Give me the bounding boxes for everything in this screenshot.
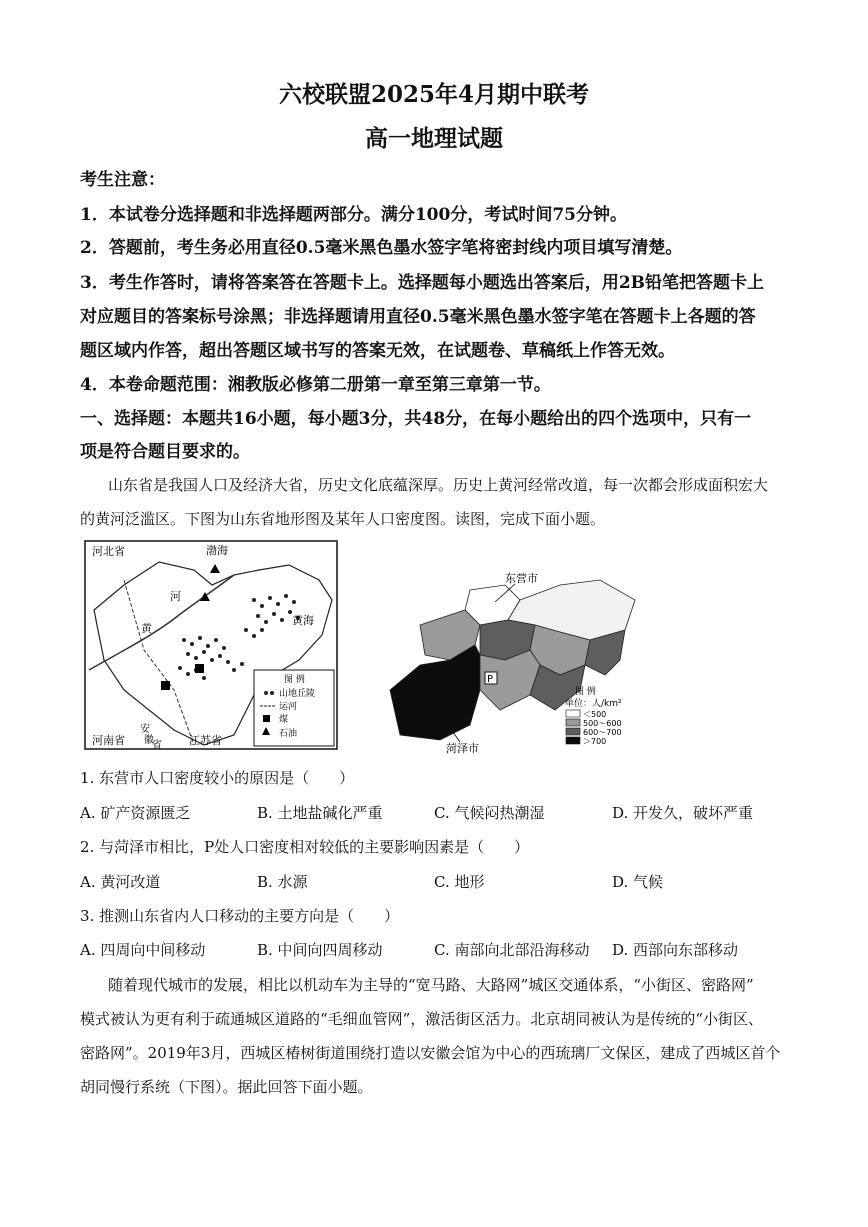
label-dongying: 东营市 xyxy=(505,572,538,585)
q1-option-d: D. 开发久，破坏严重 xyxy=(612,804,754,822)
q1-option-c: C. 气候闷热潮湿 xyxy=(434,804,545,822)
q3-option-c: C. 南部向北部沿海移动 xyxy=(434,941,590,959)
notice-item-3-cont2: 题区域内作答，超出答题区域书写的答案无效，在试题卷、草稿纸上作答无效。 xyxy=(80,341,675,361)
section-heading-line1: 一、选择题：本题共16小题，每小题3分，共48分，在每小题给出的四个选项中，只有一 xyxy=(80,409,752,429)
question-1-stem: 1. 东营市人口密度较小的原因是（ ） xyxy=(80,769,355,787)
population-density-map xyxy=(380,560,650,755)
exam-title: 六校联盟2025年4月期中联考 xyxy=(278,81,590,108)
terrain-legend-title: 图 例 xyxy=(284,675,305,685)
label-huanghai: 黄海 xyxy=(292,614,314,627)
passage2-line4: 胡同慢行系统（下图）。据此回答下面小题。 xyxy=(80,1078,373,1096)
legend-canal: 运河 xyxy=(279,702,298,712)
question-3-stem: 3. 推测山东省内人口移动的主要方向是（ ） xyxy=(80,907,400,925)
density-legend-title: 图 例 xyxy=(575,687,596,697)
legend-hills: 山地丘陵 xyxy=(279,689,316,699)
label-jiangsu: 江苏省 xyxy=(189,734,222,747)
notice-item-4: 4．本卷命题范围：湘教版必修第二册第一章至第三章第一节。 xyxy=(80,375,551,395)
notice-item-3: 3．考生作答时，请将答案答在答题卡上。选择题每小题选出答案后，用2B铅笔把答题卡上 xyxy=(80,273,765,293)
q3-option-b: B. 中间向四周移动 xyxy=(257,941,383,959)
legend-500-600: 500～600 xyxy=(583,719,622,728)
terrain-legend xyxy=(254,670,334,746)
label-huang: 黄 xyxy=(141,622,152,635)
hills-legend-icon xyxy=(264,691,268,695)
shandong-terrain-map xyxy=(84,540,338,750)
coal-marker-1 xyxy=(195,664,204,673)
label-he: 河 xyxy=(170,590,181,603)
notice-item-3-cont1: 对应题目的答案标号涂黑；非选择题请用直径0.5毫米黑色墨水签字笔在答题卡上各题的答 xyxy=(80,307,756,327)
region-heze xyxy=(390,645,480,740)
q1-option-a: A. 矿产资源匮乏 xyxy=(80,804,191,822)
coal-marker-2 xyxy=(161,681,170,690)
question-2-stem: 2. 与菏泽市相比，P处人口密度相对较低的主要影响因素是（ ） xyxy=(80,838,530,856)
label-p: P xyxy=(487,674,494,685)
q2-option-b: B. 水源 xyxy=(257,873,308,891)
passage2-line1: 随着现代城市的发展，相比以机动车为主导的“宽马路、大路网”城区交通体系，“小街区、密路网” xyxy=(108,976,754,994)
label-hebei: 河北省 xyxy=(92,545,125,558)
legend-coal: 煤 xyxy=(279,715,289,725)
exam-subtitle: 高一地理试题 xyxy=(365,125,503,152)
q3-option-a: A. 四周向中间移动 xyxy=(80,941,206,959)
label-bohai: 渤海 xyxy=(206,544,228,557)
passage1-line1: 山东省是我国人口及经济大省，历史文化底蕴深厚。历史上黄河经常改道，每一次都会形成面积宏大 xyxy=(108,476,769,494)
coal-legend-icon xyxy=(263,715,270,722)
passage2-line2: 模式被认为更有利于疏通城区道路的“毛细血管网”，激活街区活力。北京胡同被认为是传统的“小街区、 xyxy=(80,1010,764,1028)
density-legend-unit: 单位：人/km² xyxy=(565,699,622,709)
q3-option-d: D. 西部向东部移动 xyxy=(612,941,739,959)
label-an: 安 xyxy=(140,724,150,735)
section-heading-line2: 项是符合题目要求的。 xyxy=(80,442,250,462)
legend-swatch-gt700 xyxy=(566,737,580,744)
label-sheng: 省 xyxy=(152,740,162,750)
legend-gt700: ＞700 xyxy=(583,737,607,746)
legend-swatch-500-600 xyxy=(566,719,580,726)
notice-item-2: 2．答题前，考生务必用直径0.5毫米黑色墨水签字笔将密封线内项目填写清楚。 xyxy=(80,238,683,258)
label-hui: 徽 xyxy=(144,735,154,746)
q2-option-a: A. 黄河改道 xyxy=(80,873,161,891)
legend-600-700: 600～700 xyxy=(583,728,622,737)
passage2-line3: 密路网”。2019年3月，西城区椿树街道围绕打造以安徽会馆为中心的西琉璃厂文保区，建成了西城区首个 xyxy=(80,1044,781,1062)
q2-option-c: C. 地形 xyxy=(434,873,485,891)
legend-swatch-lt500 xyxy=(566,710,580,717)
legend-swatch-600-700 xyxy=(566,728,580,735)
label-heze: 菏泽市 xyxy=(446,742,479,755)
legend-oil: 石油 xyxy=(279,729,298,739)
q1-option-b: B. 土地盐碱化严重 xyxy=(257,804,383,822)
notice-heading: 考生注意： xyxy=(80,170,165,190)
passage1-line2: 的黄河泛滥区。下图为山东省地形图及某年人口密度图。读图，完成下面小题。 xyxy=(80,510,606,528)
q2-option-d: D. 气候 xyxy=(612,873,664,891)
legend-lt500: ＜500 xyxy=(583,710,607,719)
notice-item-1: 1．本试卷分选择题和非选择题两部分。满分100分，考试时间75分钟。 xyxy=(80,205,627,225)
label-henan: 河南省 xyxy=(92,734,125,747)
